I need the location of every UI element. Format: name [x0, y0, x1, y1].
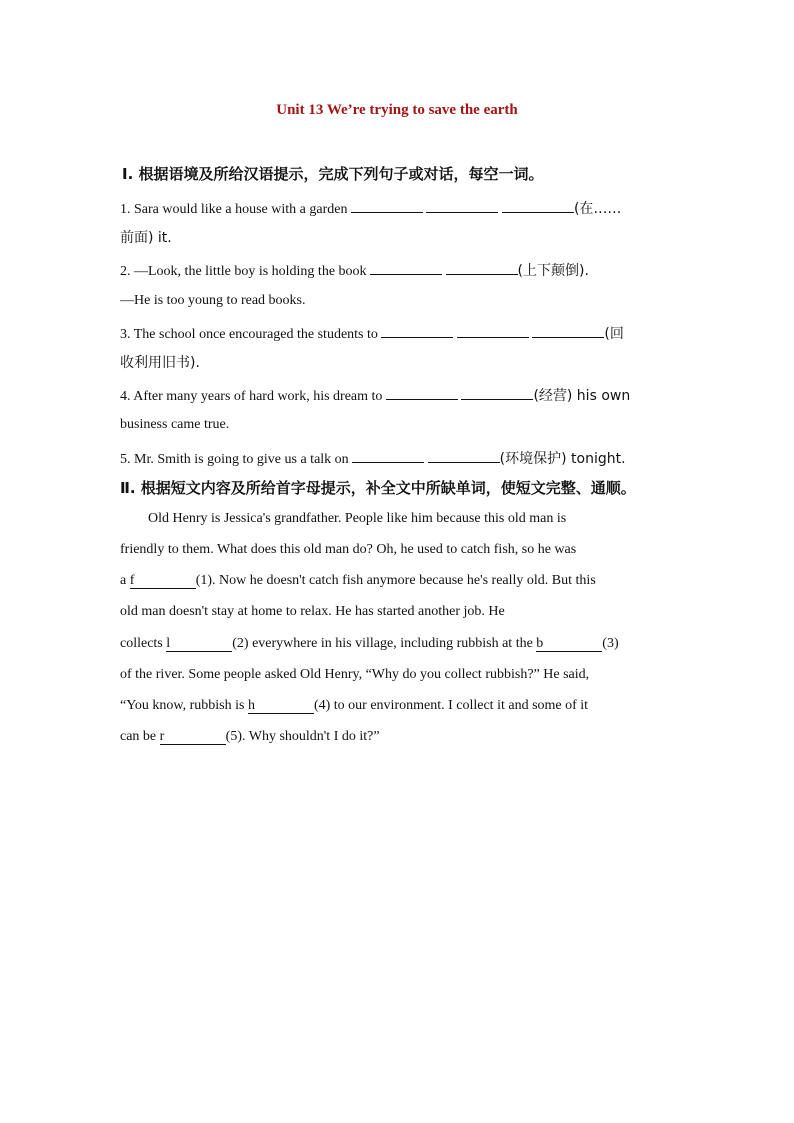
answer-blank[interactable]: [386, 385, 458, 400]
question-1-text: 1. Sara would like a house with a garden: [120, 202, 348, 217]
answer-blank[interactable]: [351, 198, 423, 213]
letter-blank-1[interactable]: f: [130, 573, 196, 589]
answer-blank[interactable]: [532, 323, 604, 338]
letter-blank-3[interactable]: b: [536, 636, 602, 652]
answer-blank[interactable]: [381, 323, 453, 338]
passage-line: Old Henry is Jessica's grandfather. People like him because this old man is: [148, 511, 567, 526]
passage-line: collects l (2) everywhere in his village, including rubbish at the b (3): [120, 636, 619, 651]
question-1-hint: (在……: [573, 201, 622, 217]
answer-blank[interactable]: [428, 448, 500, 463]
question-2-text: 2. —Look, the little boy is holding the book: [120, 264, 367, 279]
question-3-text: 3. The school once encouraged the students to: [120, 327, 378, 342]
answer-blank[interactable]: [461, 385, 533, 400]
answer-blank[interactable]: [426, 198, 498, 213]
passage-line: old man doesn't stay at home to relax. He has started another job. He: [120, 604, 505, 619]
letter-blank-4[interactable]: h: [248, 698, 314, 714]
answer-blank[interactable]: [352, 448, 424, 463]
question-4-continued: business came true.: [120, 417, 230, 432]
question-1: [120, 198, 621, 219]
passage-line: a f (1). Now he doesn't catch fish anymore because he's really old. But this: [120, 573, 596, 588]
question-2-reply: —He is too young to read books.: [120, 293, 306, 308]
question-5: [120, 448, 626, 469]
question-3: [120, 323, 624, 344]
question-4: [120, 385, 630, 406]
question-5-text: 5. Mr. Smith is going to give us a talk on: [120, 452, 349, 467]
question-5-hint: (环境保护) tonight.: [499, 451, 626, 467]
question-4-hint: (经营) his own: [533, 388, 631, 404]
passage-line: can be r (5). Why shouldn't I do it?”: [120, 729, 380, 744]
letter-blank-2[interactable]: l: [166, 636, 232, 652]
letter-blank-5[interactable]: r: [160, 729, 226, 745]
answer-blank[interactable]: [446, 260, 518, 275]
question-4-text: 4. After many years of hard work, his dream to: [120, 389, 383, 404]
section-1-heading: Ⅰ. 根据语境及所给汉语提示，完成下列句子或对话，每空一词。: [122, 165, 544, 183]
passage-line: friendly to them. What does this old man do? Oh, he used to catch fish, so he was: [120, 542, 577, 557]
question-1-continued: 前面) it.: [120, 230, 172, 246]
question-2-hint: (上下颠倒).: [517, 263, 589, 279]
question-3-hint: (回: [604, 326, 624, 342]
question-3-continued: 收利用旧书).: [120, 355, 200, 371]
passage-line: of the river. Some people asked Old Henry, “Why do you collect rubbish?” He said,: [120, 667, 590, 682]
answer-blank[interactable]: [502, 198, 574, 213]
answer-blank[interactable]: [457, 323, 529, 338]
answer-blank[interactable]: [370, 260, 442, 275]
question-2: [120, 260, 589, 281]
page-title: Unit 13 We’re trying to save the earth: [276, 102, 518, 118]
section-2-heading: Ⅱ. 根据短文内容及所给首字母提示，补全文中所缺单词，使短文完整、通顺。: [120, 479, 636, 497]
passage-line: “You know, rubbish is h (4) to our environment. I collect it and some of it: [120, 698, 589, 713]
